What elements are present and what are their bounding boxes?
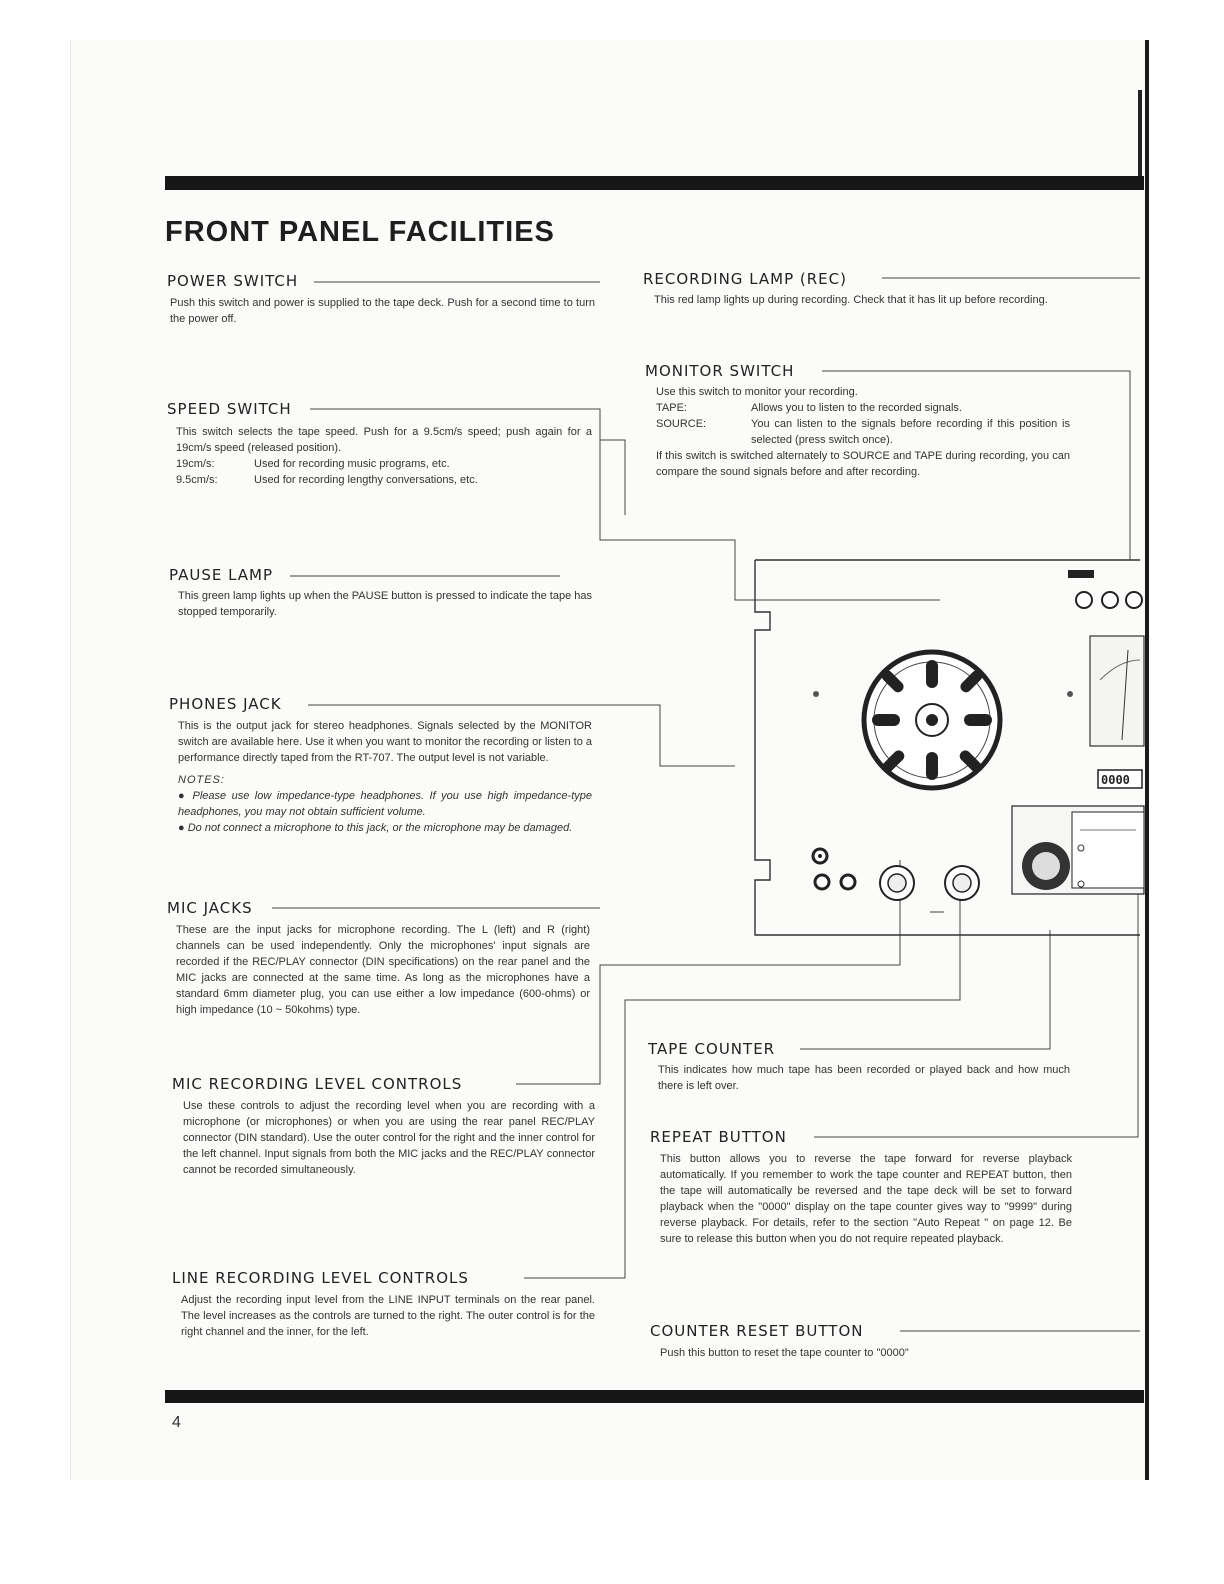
reel-icon	[864, 652, 1000, 788]
notes-title: NOTES:	[178, 774, 225, 786]
note-item: ● Please use low impedance-type headphones. If you use high impedance-type headphones, you may not obtain sufficient volume.	[178, 790, 592, 818]
page-title: FRONT PANEL FACILITIES	[165, 216, 555, 248]
leader-repeat-button	[814, 890, 1138, 1137]
power-switch-heading: POWER SWITCH	[167, 272, 299, 290]
speed-switch-heading: SPEED SWITCH	[167, 400, 292, 418]
repeat-button-heading: REPEAT BUTTON	[650, 1128, 787, 1146]
repeat-button-text: This button allows you to reverse the tape forward for reverse playback automatically. If you remember to work the tape counter and REPEAT button, then the tape will automatically be reversed and the tape deck will be set to forward playback when the "0000" display on the tape counter gives way to "9999" during reverse playback. For details, refer to the section "Auto Repeat " on page 12. Be sure to release this button when you do not require repeated playback.	[660, 1153, 1072, 1245]
leader-tape-counter	[800, 930, 1050, 1049]
line-level-text: Adjust the recording input level from the LINE INPUT terminals on the rear panel. The level increases as the controls are turned to the right. The outer control is for the right channel and the inner, for the left.	[181, 1294, 595, 1338]
monitor-switch-heading: MONITOR SWITCH	[645, 362, 795, 380]
phones-jack-heading: PHONES JACK	[169, 695, 282, 713]
pause-lamp-text: This green lamp lights up when the PAUSE button is pressed to indicate the tape has stopped temporarily.	[178, 590, 592, 618]
level-meter-icon	[1090, 636, 1144, 746]
mic-jack-l-icon	[815, 875, 829, 889]
tape-counter-heading: TAPE COUNTER	[648, 1040, 776, 1058]
mic-jacks-heading: MIC JACKS	[167, 899, 253, 917]
screw-icon	[1067, 691, 1073, 697]
speed-item: 9.5cm/s: Used for recording lengthy conversations, etc.	[176, 474, 478, 486]
counter-reset-heading: COUNTER RESET BUTTON	[650, 1322, 864, 1340]
note-item: ● Do not connect a microphone to this jack, or the microphone may be damaged.	[178, 822, 573, 834]
mic-level-heading: MIC RECORDING LEVEL CONTROLS	[172, 1075, 463, 1093]
mic-jack-r-icon	[841, 875, 855, 889]
pause-lamp-heading: PAUSE LAMP	[169, 566, 274, 584]
page-number: 4	[172, 1414, 181, 1431]
top-knobs	[1068, 570, 1142, 608]
jacks-and-knobs	[813, 849, 979, 912]
monitor-switch-text: Use this switch to monitor your recording. TAPE: Allows you to listen to the recorded signals. SOURCE: You can listen to the signals before recording if this position is selected (press switch once). If this switch is switched alternately to SOURCE and TAPE during recording, you can compare the sound signals before and after recording.	[656, 386, 1070, 478]
power-switch-text: Push this switch and power is supplied to the tape deck. Push for a second time to turn the power off.	[170, 297, 595, 325]
phones-jack-text: This is the output jack for stereo headphones. Signals selected by the MONITOR switch are available here. Use it when you want to monitor the recording or listen to a performance directly taped from the RT-707. The output level is not variable. NOTES: ● Please use low impedance-type headphones. If you use high impedance-type headphones, you may not obtain sufficient volume. ● Do not connect a microphone to this jack, or the microphone may be damaged.	[178, 720, 592, 834]
tape-counter-text: This indicates how much tape has been recorded or played back and how much there is left over.	[658, 1064, 1070, 1092]
speed-switch-text: This switch selects the tape speed. Push for a 9.5cm/s speed; push again for a 19cm/s speed (released position). 19cm/s: Used for recording music programs, etc. 9.5cm/s: Used for recording lengthy conversations, etc.	[176, 426, 592, 486]
monitor-item: SOURCE: You can listen to the signals before recording if this position is selected (press switch once).	[656, 418, 1070, 446]
recording-lamp-heading: RECORDING LAMP (REC)	[643, 270, 847, 288]
counter-reset-text: Push this button to reset the tape counter to "0000"	[660, 1347, 909, 1359]
mic-level-text: Use these controls to adjust the recording level when you are recording with a microphone (or microphones) or when you are using the rear panel REC/PLAY connector (DIN standard). Use the outer control for the right and the inner control for the left channel. Input signals from both the MIC jacks and the REC/PLAY connector cannot be recorded simultaneously.	[183, 1100, 595, 1176]
line-level-heading: LINE RECORDING LEVEL CONTROLS	[172, 1269, 469, 1287]
recording-lamp-text: This red lamp lights up during recording. Check that it has lit up before recording.	[654, 294, 1048, 306]
screw-icon	[813, 691, 819, 697]
speed-item: 19cm/s: Used for recording music programs, etc.	[176, 458, 450, 470]
monitor-item: TAPE: Allows you to listen to the recorded signals.	[656, 402, 962, 414]
mic-jacks-text: These are the input jacks for microphone recording. The L (left) and R (right) channels can be used independently. Only the microphones' input signals are recorded if the REC/PLAY connector (DIN specifications) on the rear panel and the MIC jacks are connected at the same time. As long as the microphones have a standard 6mm diameter plug, you can use either a low impedance (600-ohms) or high impedance (10 ~ 50kohms) type.	[176, 924, 590, 1016]
counter-digits: 0000	[1101, 773, 1130, 787]
transport-panel	[1012, 806, 1144, 894]
